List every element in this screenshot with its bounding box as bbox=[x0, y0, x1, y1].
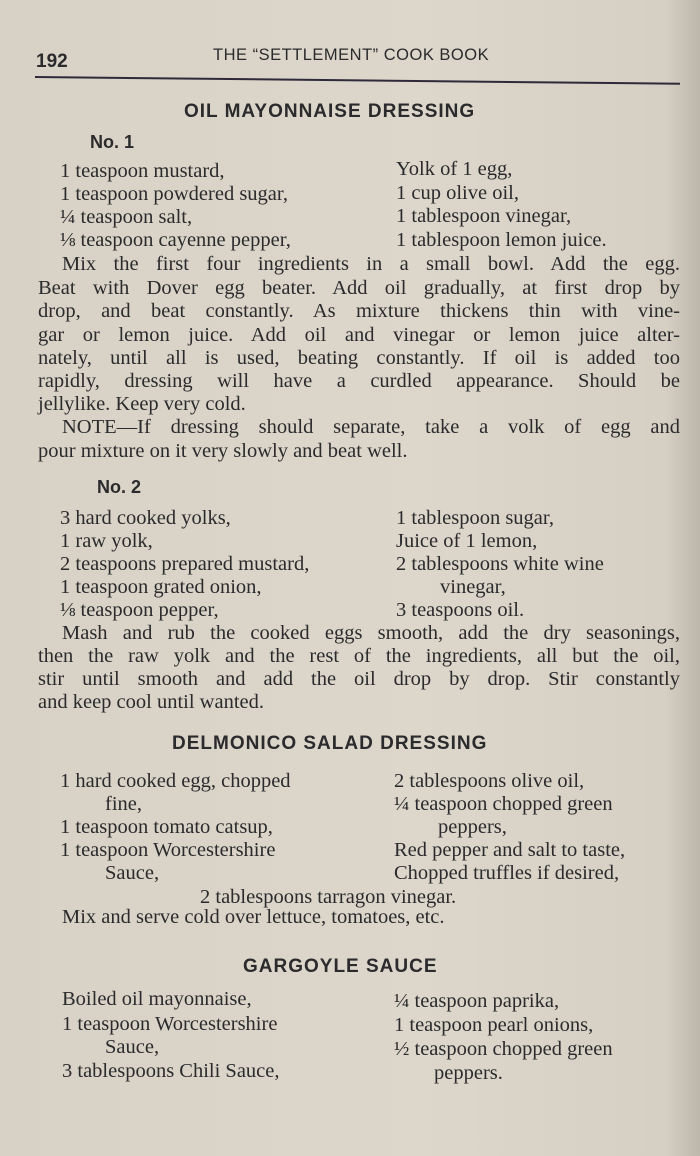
ingredient: 1 tablespoon sugar, bbox=[396, 507, 555, 529]
ingredient: ⅛ teaspoon cayenne pepper, bbox=[60, 229, 291, 251]
ingredient: peppers, bbox=[438, 816, 507, 838]
directions-line: gar or lemon juice. Add oil and vinegar or lemon juice alter- bbox=[38, 324, 680, 346]
page-number: 192 bbox=[36, 51, 68, 72]
directions-line: then the raw yolk and the rest of the ingredients, all but the oil, bbox=[38, 645, 680, 667]
ingredient: 1 teaspoon grated onion, bbox=[60, 576, 262, 598]
ingredient: Boiled oil mayonnaise, bbox=[62, 988, 252, 1010]
ingredient: ¼ teaspoon paprika, bbox=[394, 990, 560, 1012]
directions-line: jellylike. Keep very cold. bbox=[38, 393, 246, 415]
directions-line: Beat with Dover egg beater. Add oil gradually, at first drop by bbox=[38, 277, 680, 299]
variant-label-no2: No. 2 bbox=[97, 477, 142, 497]
ingredient: 2 teaspoons prepared mustard, bbox=[60, 553, 310, 575]
directions-line: rapidly, dressing will have a curdled appearance. Should be bbox=[38, 370, 680, 392]
ingredient: Sauce, bbox=[105, 862, 160, 884]
ingredient: 1 hard cooked egg, chopped bbox=[60, 770, 291, 792]
directions-line: and keep cool until wanted. bbox=[38, 691, 265, 713]
ingredient: Yolk of 1 egg, bbox=[396, 158, 513, 180]
ingredient: 3 teaspoons oil. bbox=[396, 599, 525, 621]
variant-label-no1: No. 1 bbox=[90, 132, 135, 152]
directions-line: Mix the first four ingredients in a small bowl. Add the egg. bbox=[62, 253, 680, 275]
ingredient: 1 teaspoon mustard, bbox=[60, 160, 225, 182]
ingredient: 1 tablespoon vinegar, bbox=[396, 205, 572, 227]
ingredient: 1 teaspoon pearl onions, bbox=[394, 1014, 594, 1036]
ingredient: fine, bbox=[105, 793, 142, 815]
running-title: THE “SETTLEMENT” COOK BOOK bbox=[213, 46, 490, 64]
ingredient: 1 teaspoon Worcestershire bbox=[62, 1013, 278, 1035]
ingredient: 1 teaspoon Worcestershire bbox=[60, 839, 276, 861]
ingredient: 2 tablespoons tarragon vinegar. bbox=[200, 886, 457, 908]
ingredient: 3 hard cooked yolks, bbox=[60, 507, 231, 529]
directions-line: stir until smooth and add the oil drop by drop. Stir constantly bbox=[38, 668, 680, 690]
ingredient: 3 tablespoons Chili Sauce, bbox=[62, 1060, 280, 1082]
ingredient: Juice of 1 lemon, bbox=[396, 530, 538, 552]
ingredient: Sauce, bbox=[105, 1036, 160, 1058]
ingredient: 1 teaspoon tomato catsup, bbox=[60, 816, 273, 838]
directions-line: Mix and serve cold over lettuce, tomatoes, etc. bbox=[62, 906, 445, 928]
ingredient: ½ teaspoon chopped green bbox=[394, 1038, 613, 1060]
note-line: NOTE—If dressing should separate, take a volk of egg and bbox=[62, 416, 680, 438]
ingredient: Red pepper and salt to taste, bbox=[394, 839, 626, 861]
directions-line: drop, and beat constantly. As mixture thickens thin with vine- bbox=[38, 300, 680, 322]
ingredient: 2 tablespoons white wine bbox=[396, 553, 604, 575]
directions-line: Mash and rub the cooked eggs smooth, add the dry seasonings, bbox=[62, 622, 680, 644]
directions-line: nately, until all is used, beating constantly. If oil is added too bbox=[38, 347, 680, 369]
ingredient: ¼ teaspoon salt, bbox=[60, 206, 193, 228]
recipe-title-gargoyle: GARGOYLE SAUCE bbox=[243, 956, 438, 977]
header-rule bbox=[35, 76, 680, 85]
ingredient: 1 tablespoon lemon juice. bbox=[396, 229, 607, 251]
ingredient: peppers. bbox=[434, 1062, 503, 1084]
ingredient: 2 tablespoons olive oil, bbox=[394, 770, 585, 792]
ingredient: 1 cup olive oil, bbox=[396, 182, 519, 204]
ingredient: 1 teaspoon powdered sugar, bbox=[60, 183, 289, 205]
recipe-title-delmonico: DELMONICO SALAD DRESSING bbox=[172, 733, 488, 754]
ingredient: ⅛ teaspoon pepper, bbox=[60, 599, 219, 621]
recipe-title-oil-mayonnaise: OIL MAYONNAISE DRESSING bbox=[184, 101, 476, 122]
note-line: pour mixture on it very slowly and beat well. bbox=[38, 440, 408, 462]
ingredient: 1 raw yolk, bbox=[60, 530, 153, 552]
ingredient: vinegar, bbox=[440, 576, 506, 598]
ingredient: ¼ teaspoon chopped green bbox=[394, 793, 613, 815]
ingredient: Chopped truffles if desired, bbox=[394, 862, 620, 884]
